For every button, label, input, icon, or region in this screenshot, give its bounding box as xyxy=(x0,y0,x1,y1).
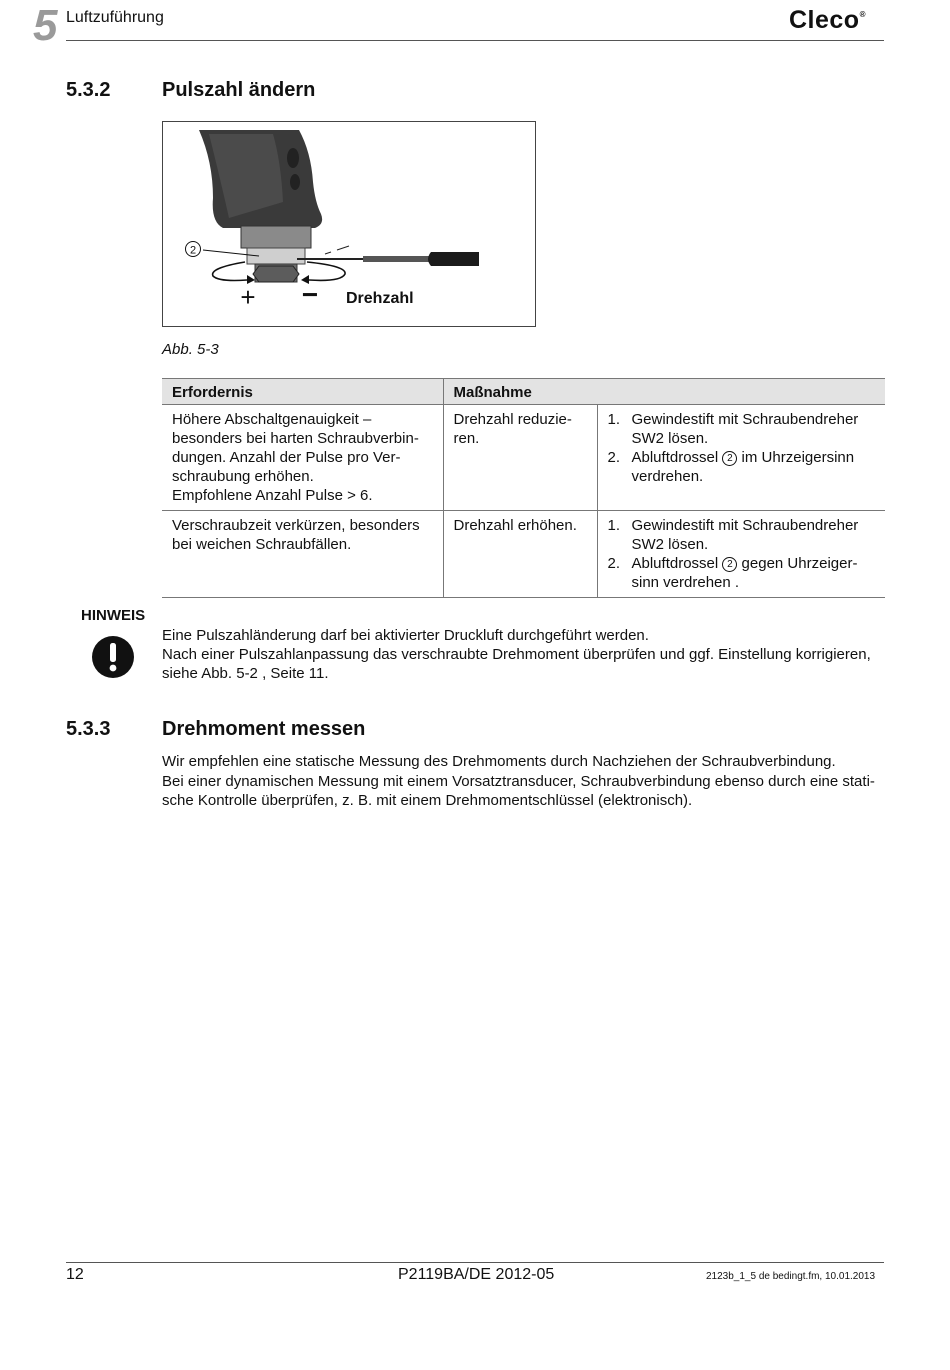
step-line: Gewindestift mit Schraubendreher xyxy=(631,411,859,428)
step-item xyxy=(608,554,876,592)
action-line: Drehzahl erhöhen. xyxy=(453,517,577,534)
step-number: 2. xyxy=(607,449,621,466)
paragraph: Wir empfehlen eine statische Messung des Drehmoments durch Nachziehen der Schraubverbindung. xyxy=(162,753,836,770)
requirement-line: Empfohlene Anzahl Pulse > 6. xyxy=(172,487,373,504)
step-number: 2. xyxy=(607,555,621,572)
requirement-line: Verschraubzeit verkürzen, besonders xyxy=(172,517,420,534)
callout-reference: 2 xyxy=(722,451,737,466)
figure-label: Drehzahl xyxy=(346,290,414,307)
requirement-cell xyxy=(162,405,443,511)
step-line: sinn verdrehen . xyxy=(631,574,740,591)
paragraph xyxy=(162,772,884,810)
paragraph-line: Bei einer dynamischen Messung mit einem Vorsatztransducer, Schraubverbindung ebenso durch eine stati- xyxy=(162,773,875,790)
paragraph-line: sche Kontrolle überprüfen, z. B. mit einem Drehmomentschlüssel (elektronisch). xyxy=(162,792,693,809)
step-text: gegen Uhrzeiger- xyxy=(737,555,858,572)
section-number: 5.3.2 xyxy=(66,79,111,101)
action-cell xyxy=(443,405,597,511)
brand-logo xyxy=(789,6,866,35)
brand-mark: ® xyxy=(859,10,866,19)
requirement-line: dungen. Anzahl der Pulse pro Ver- xyxy=(172,449,401,466)
section-title: Pulszahl ändern xyxy=(162,79,316,101)
requirement-line: schraubung erhöhen. xyxy=(172,468,314,485)
step-line: SW2 lösen. xyxy=(631,536,709,553)
callout-reference: 2 xyxy=(722,557,737,572)
column-header-requirement: Erfordernis xyxy=(162,379,443,405)
header-divider xyxy=(66,40,884,41)
note-text xyxy=(162,626,884,683)
callout-number: 2 xyxy=(189,244,197,257)
exclamation-circle-icon xyxy=(91,635,135,679)
document-id: P2119BA/DE 2012-05 xyxy=(398,1266,555,1283)
steps-cell xyxy=(597,405,885,511)
step-text: Abluftdrossel xyxy=(631,449,723,466)
table-row xyxy=(162,405,885,511)
requirement-line: bei weichen Schraubfällen. xyxy=(172,536,352,553)
step-line xyxy=(632,448,876,467)
step-line: verdrehen. xyxy=(631,468,704,485)
step-line: Gewindestift mit Schraubendreher xyxy=(631,517,859,534)
note-heading: HINWEIS xyxy=(81,607,146,624)
step-number: 1. xyxy=(607,517,621,534)
note-line: Nach einer Pulszahlanpassung das verschraubte Drehmoment überprüfen und ggf. Einstellung korrigieren, xyxy=(162,646,871,663)
chapter-number: 5 xyxy=(33,1,58,50)
step-item xyxy=(608,448,876,486)
requirement-line: Höhere Abschaltgenauigkeit – xyxy=(172,411,372,428)
steps-list xyxy=(608,410,876,486)
figure-frame xyxy=(162,121,536,327)
action-cell xyxy=(443,511,597,598)
step-item xyxy=(608,516,876,554)
step-number: 1. xyxy=(607,411,621,428)
table-row xyxy=(162,511,885,598)
step-item xyxy=(608,410,876,448)
step-line: SW2 lösen. xyxy=(631,430,709,447)
measures-table xyxy=(162,378,885,598)
plus-symbol: + xyxy=(240,282,256,312)
footer-divider xyxy=(66,1262,884,1263)
tool-illustration xyxy=(163,122,535,326)
steps-list xyxy=(608,516,876,592)
minus-symbol: − xyxy=(301,279,319,310)
section-title: Drehmoment messen xyxy=(162,718,366,740)
file-info: 2123b_1_5 de bedingt.fm, 10.01.2013 xyxy=(706,1271,876,1282)
page-number: 12 xyxy=(66,1266,84,1283)
requirement-cell xyxy=(162,511,443,598)
steps-cell xyxy=(597,511,885,598)
chapter-title: Luftzuführung xyxy=(66,9,164,26)
step-text: im Uhrzeigersinn xyxy=(737,449,855,466)
brand-name: Cleco xyxy=(789,6,860,34)
note-line: siehe Abb. 5-2 , Seite 11. xyxy=(162,665,329,682)
note-line: Eine Pulszahländerung darf bei aktivierter Druckluft durchgeführt werden. xyxy=(162,627,649,644)
section-number: 5.3.3 xyxy=(66,718,111,740)
step-line xyxy=(632,554,876,573)
column-header-action: Maßnahme xyxy=(443,379,885,405)
action-line: ren. xyxy=(453,430,480,447)
requirement-line: besonders bei harten Schraubverbin- xyxy=(172,430,419,447)
action-line: Drehzahl reduzie- xyxy=(453,411,572,428)
table-header-row xyxy=(162,379,885,405)
step-text: Abluftdrossel xyxy=(631,555,723,572)
figure-caption: Abb. 5-3 xyxy=(162,341,219,358)
